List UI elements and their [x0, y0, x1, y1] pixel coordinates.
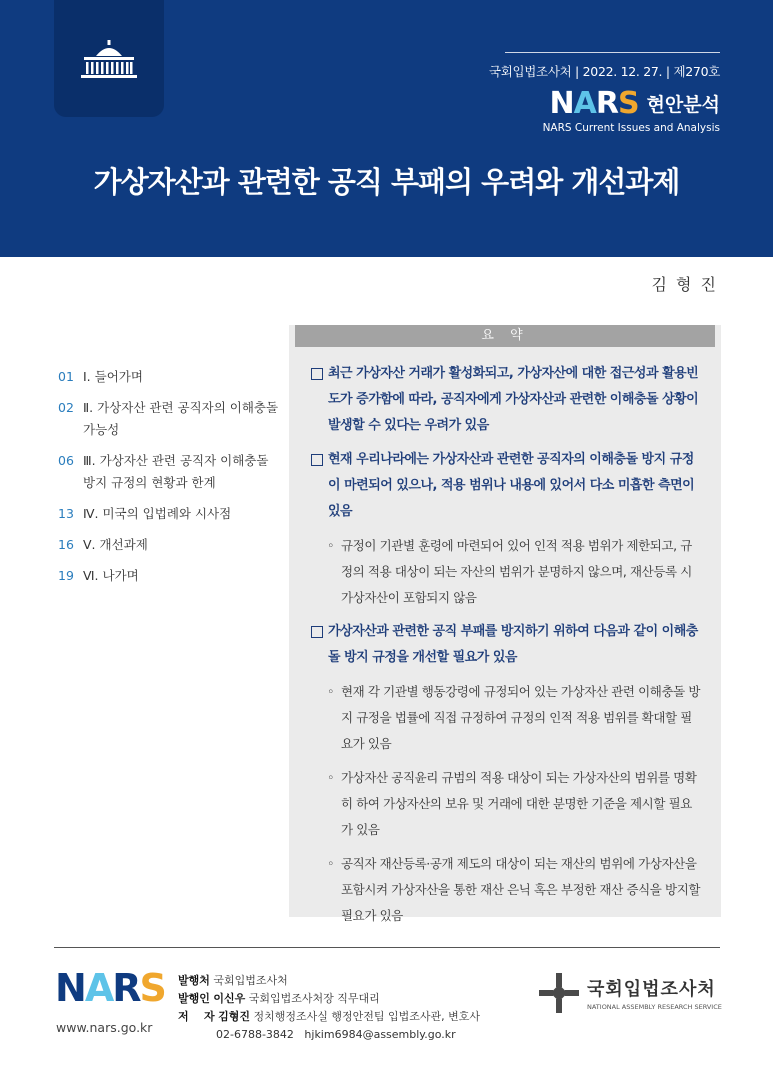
- toc-item[interactable]: [58, 503, 283, 525]
- organization-logo: [537, 971, 722, 1015]
- summary-point: 현재 우리나라에는 가상자산과 관련한 공직자의 이해충돌 방지 규정이 마련되어 있으나, 적용 범위나 내용에 있어서 다소 미흡한 측면이 있음: [311, 447, 701, 525]
- summary-subpoint: ◦ 규정이 기관별 훈령에 마련되어 있어 인적 적용 범위가 제한되고, 규정의 적용 대상이 되는 자산의 범위가 분명하지 않으며, 재산등록 시 가상자산이 포함되지 않음: [311, 533, 701, 611]
- checkbox-square-icon: [311, 626, 323, 638]
- toc-item[interactable]: [58, 565, 283, 587]
- bullet-icon: ◦: [327, 684, 334, 699]
- toc-page-number: 01: [58, 369, 74, 384]
- bullet-icon: ◦: [327, 770, 334, 785]
- summary-point: 최근 가상자산 거래가 활성화되고, 가상자산에 대한 접근성과 활용빈도가 증가함에 따라, 공직자에게 가상자산과 관련한 이해충돌 상황이 발생할 수 있다는 우려가 있음: [311, 361, 701, 439]
- bullet-icon: ◦: [327, 856, 334, 871]
- toc-item[interactable]: [58, 534, 283, 556]
- toc-page-number: 02: [58, 400, 74, 415]
- toc-title: Ⅳ. 미국의 입법례와 시사점: [83, 506, 232, 521]
- summary-subpoint: ◦ 현재 각 기관별 행동강령에 규정되어 있는 가상자산 관련 이해충돌 방지 규정을 법률에 직접 규정하여 규정의 인적 적용 범위를 확대할 필요가 있음: [311, 679, 701, 757]
- toc-title: Ⅱ. 가상자산 관련 공직자의 이해충돌 가능성: [83, 400, 279, 437]
- publication-info: 발행처 국회입법조사처 발행인 이신우 국회입법조사처장 직무대리 저 자 김형진 정치행정조사실 행정안전팀 입법조사관, 변호사 02-6788-3842 hjkim6984@assembly.go.kr: [178, 972, 480, 1044]
- summary-subpoint: ◦ 가상자산 공직윤리 규범의 적용 대상이 되는 가상자산의 범위를 명확히 하여 가상자산의 보유 및 거래에 대한 분명한 기준을 제시할 필요가 있음: [311, 765, 701, 843]
- summary-point: 가상자산과 관련한 공직 부패를 방지하기 위하여 다음과 같이 이해충돌 방지 규정을 개선할 필요가 있음: [311, 619, 701, 671]
- contact-info: 02-6788-3842 hjkim6984@assembly.go.kr: [216, 1028, 456, 1041]
- bullet-icon: ◦: [327, 538, 334, 553]
- organization-english-name: NATIONAL ASSEMBLY RESEARCH SERVICE: [587, 1003, 722, 1011]
- toc-page-number: 19: [58, 568, 74, 583]
- nars-logo: NARS: [549, 86, 639, 121]
- series-english-name: NARS Current Issues and Analysis: [542, 122, 720, 134]
- summary-subpoint: ◦ 공직자 재산등록·공개 제도의 대상이 되는 재산의 범위에 가상자산을 포함시켜 가상자산을 통한 재산 은닉 혹은 부정한 재산 증식을 방지할 필요가 있음: [311, 851, 701, 929]
- toc-item[interactable]: [58, 397, 283, 441]
- toc-page-number: 06: [58, 453, 74, 468]
- summary-heading: 요 약: [295, 325, 715, 347]
- footer-divider: [54, 947, 720, 948]
- table-of-contents: [58, 366, 283, 596]
- summary-box: [289, 325, 721, 923]
- nars-emblem-icon: [537, 971, 581, 1015]
- nars-footer-logo: NARS: [55, 966, 165, 1010]
- organization-name: 국회입법조사처: [587, 979, 716, 1000]
- report-title: 가상자산과 관련한 공직 부패의 우려와 개선과제: [93, 165, 680, 199]
- author-name: 김 형 진: [651, 275, 718, 294]
- toc-title: Ⅵ. 나가며: [83, 568, 139, 583]
- national-assembly-building-icon: [54, 0, 164, 117]
- toc-page-number: 16: [58, 537, 74, 552]
- toc-title: Ⅲ. 가상자산 관련 공직자 이해충돌 방지 규정의 현황과 한계: [83, 453, 269, 490]
- toc-item[interactable]: [58, 450, 283, 494]
- header-rule: [505, 52, 720, 53]
- toc-page-number: 13: [58, 506, 74, 521]
- issue-meta: 국회입법조사처 | 2022. 12. 27. | 제270호: [488, 64, 720, 79]
- series-brand: [550, 86, 720, 121]
- checkbox-square-icon: [311, 454, 323, 466]
- website-link[interactable]: www.nars.go.kr: [56, 1020, 153, 1035]
- checkbox-square-icon: [311, 368, 323, 380]
- toc-item[interactable]: [58, 366, 283, 388]
- toc-title: Ⅰ. 들어가며: [83, 369, 143, 384]
- report-header: [0, 0, 773, 257]
- series-name: 현안분석: [646, 94, 720, 116]
- toc-title: Ⅴ. 개선과제: [83, 537, 148, 552]
- logo-tab: [54, 0, 164, 117]
